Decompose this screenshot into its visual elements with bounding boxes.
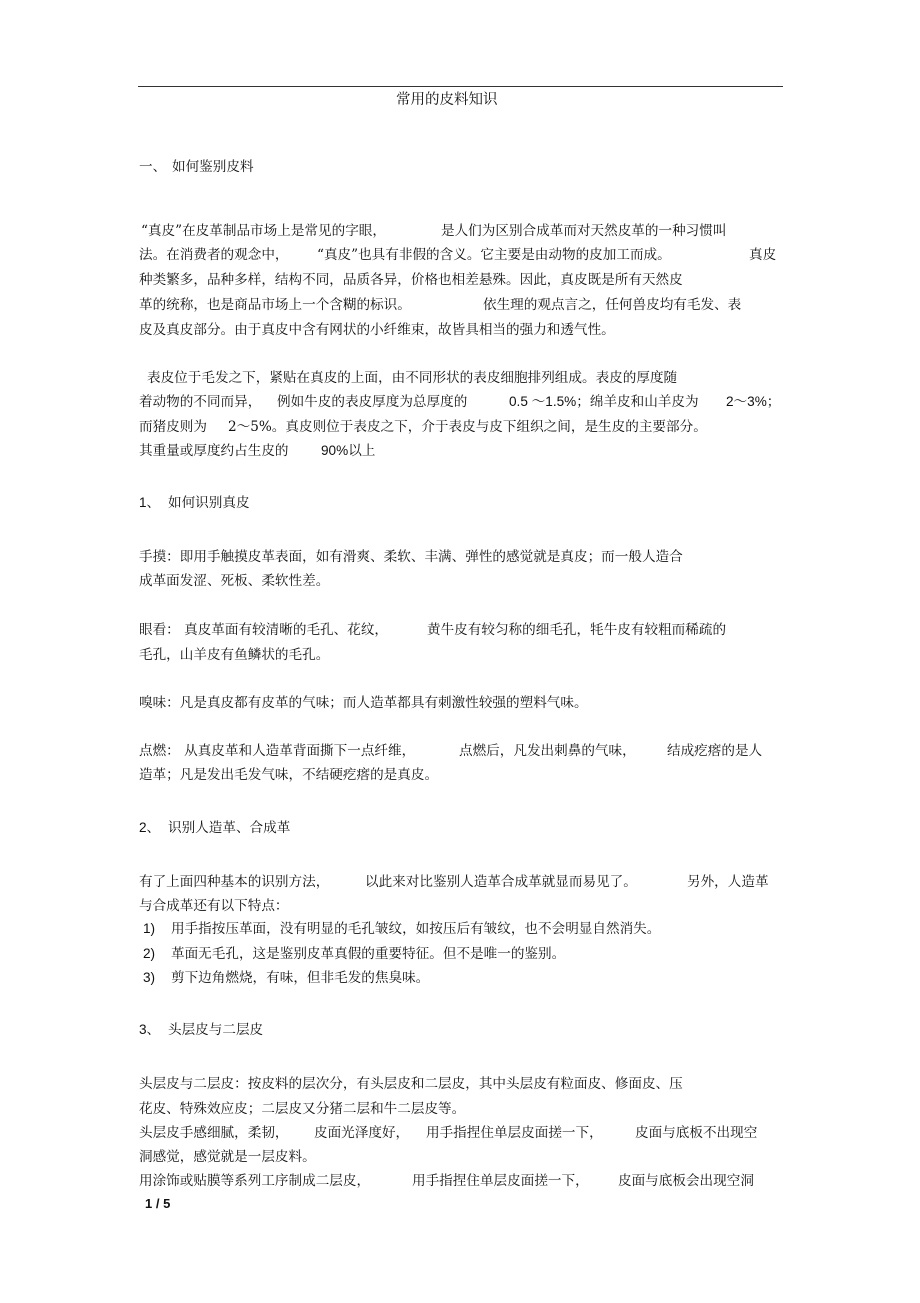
subsection-1-number: 1、	[139, 495, 161, 510]
intro-line-2c: 真皮	[749, 247, 777, 263]
burn-line-1b: 点燃后，凡发出刺鼻的气味，	[459, 743, 636, 759]
epidermis-line-2d: 2～3%；	[726, 394, 781, 409]
synthetic-line-1a: 有了上面四种基本的识别方法，	[139, 874, 330, 890]
intro-line-2b: “真皮”也具有非假的含义。它主要是由动物的皮加工而成。	[317, 247, 671, 263]
intro-line-5: 皮及真皮部分。由于真皮中含有网状的小纤维束，故皆具相当的强力和透气性。	[139, 322, 615, 338]
epidermis-line-2a: 着动物的不同而异，	[139, 394, 262, 410]
intro-line-2a: 法。在消费者的观念中，	[139, 247, 289, 263]
layer-line-5a: 用涂饰或贴膜等系列工序制成二层皮，	[139, 1173, 371, 1189]
list-item-number: 3)	[143, 970, 156, 985]
burn-line-1c: 结成疙瘩的是人	[667, 743, 763, 759]
subsection-2-number: 2、	[139, 820, 161, 835]
intro-line-1a: “真皮”在皮革制品市场上是常见的字眼，	[141, 223, 386, 239]
synthetic-line-1b: 以此来对比鉴别人造革合成革就显而易见了。	[365, 874, 637, 890]
smell-line: 嗅味：凡是真皮都有皮革的气味；而人造革都具有刺激性较强的塑料气味。	[139, 695, 588, 711]
touch-line-2: 成革面发涩、死板、柔软性差。	[139, 573, 330, 589]
epidermis-line-4a: 其重量或厚度约占生皮的	[139, 443, 289, 459]
intro-line-1b: 是人们为区别合成革而对天然皮革的一种习惯叫	[441, 223, 727, 239]
epidermis-line-3a: 而猪皮则为	[139, 419, 207, 435]
list-item-number: 1)	[143, 921, 156, 936]
epidermis-line-4b: 90%以上	[321, 443, 376, 458]
layer-line-5c: 皮面与底板会出现空洞	[618, 1173, 754, 1189]
layer-line-3a: 头层皮手感细腻，柔韧，	[139, 1125, 289, 1141]
epidermis-line-2c: 0.5 ～1.5%；绵羊皮和山羊皮为	[509, 394, 699, 409]
look-line-1a: 眼看： 真皮革面有较清晰的毛孔、花纹，	[139, 622, 389, 638]
layer-line-2: 花皮、特殊效应皮；二层皮又分猪二层和牛二层皮等。	[139, 1101, 466, 1117]
list-item-text: 用手指按压革面，没有明显的毛孔皱纹，如按压后有皱纹，也不会明显自然消失。	[171, 921, 661, 937]
page-title: 常用的皮料知识	[396, 92, 498, 108]
intro-line-3: 种类繁多，品种多样，结构不同，品质各异，价格也相差悬殊。因此，真皮既是所有天然皮	[139, 272, 683, 288]
layer-line-3c: 用手指捏住单层皮面搓一下，	[426, 1125, 603, 1141]
layer-line-3b: 皮面光泽度好，	[314, 1125, 410, 1141]
layer-line-5b: 用手指捏住单层皮面搓一下，	[412, 1173, 589, 1189]
subsection-2-title: 识别人造革、合成革	[168, 820, 291, 836]
list-item-text: 剪下边角燃烧，有味，但非毛发的焦臭味。	[171, 970, 430, 986]
page-number: 1 / 5	[145, 1196, 171, 1211]
layer-line-1: 头层皮与二层皮：按皮料的层次分，有头层皮和二层皮，其中头层皮有粒面皮、修面皮、压	[139, 1076, 683, 1092]
header-rule	[138, 86, 783, 87]
layer-line-4: 洞感觉，感觉就是一层皮料。	[139, 1149, 316, 1165]
look-line-1b: 黄牛皮有较匀称的细毛孔，牦牛皮有较粗而稀疏的	[427, 622, 727, 638]
burn-line-2: 造革；凡是发出毛发气味，不结硬疙瘩的是真皮。	[139, 767, 439, 783]
epidermis-line-1: 表皮位于毛发之下，紧贴在真皮的上面，由不同形状的表皮细胞排列组成。表皮的厚度随	[147, 370, 678, 386]
burn-line-1a: 点燃： 从真皮革和人造革背面撕下一点纤维，	[139, 743, 416, 759]
list-item-number: 2)	[143, 946, 156, 961]
subsection-1-title: 如何识别真皮	[168, 495, 250, 511]
epidermis-line-2b: 例如牛皮的表皮厚度为总厚度的	[277, 394, 468, 410]
intro-line-4a: 革的统称，也是商品市场上一个含糊的标识。	[139, 297, 411, 313]
layer-line-3d: 皮面与底板不出现空	[635, 1125, 758, 1141]
subsection-3-number: 3、	[139, 1022, 161, 1037]
intro-line-4b: 依生理的观点言之，任何兽皮均有毛发、表	[483, 297, 742, 313]
synthetic-line-1c: 另外，人造革	[687, 874, 769, 890]
list-item-text: 革面无毛孔，这是鉴别皮革真假的重要特征。但不是唯一的鉴别。	[171, 946, 566, 962]
epidermis-line-3b: 2～5%。真皮则位于表皮之下，介于表皮与皮下组织之间，是生皮的主要部分。	[228, 419, 707, 435]
touch-line-1: 手摸：即用手触摸皮革表面，如有滑爽、柔软、丰满、弹性的感觉就是真皮；而一般人造合	[139, 549, 683, 565]
section-title: 如何鉴别皮料	[172, 159, 254, 175]
synthetic-line-2: 与合成革还有以下特点：	[139, 898, 289, 914]
subsection-3-title: 头层皮与二层皮	[168, 1022, 264, 1038]
section-number: 一、	[139, 159, 167, 175]
look-line-2: 毛孔，山羊皮有鱼鳞状的毛孔。	[139, 647, 330, 663]
